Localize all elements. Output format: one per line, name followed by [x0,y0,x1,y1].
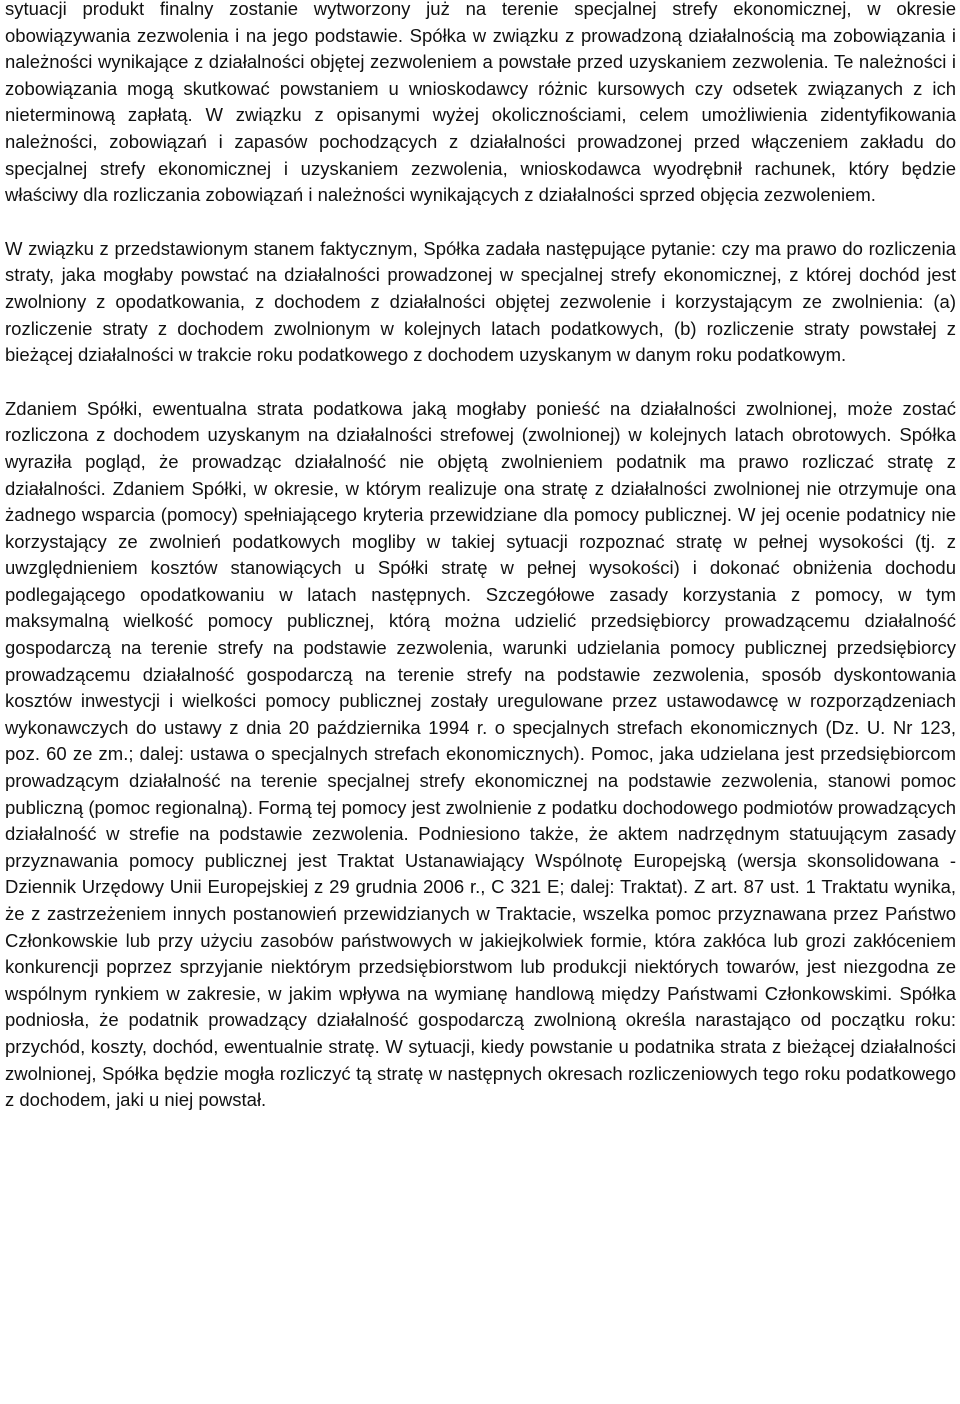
paragraph-3: Zdaniem Spółki, ewentualna strata podatkowa jaką mogłaby ponieść na działalności zwolnionej, może zostać rozliczona z dochodem uzyskanym na działalności strefowej (zwolnionej) w kolejnych latach obrotowych. Spółka wyraziła pogląd, że prowadząc działalność nie objętą zwolnieniem podatnik ma prawo rozliczać stratę z działalności. Zdaniem Spółki, w okresie, w którym realizuje ona stratę z działalności zwolnionej nie otrzymuje ona żadnego wsparcia (pomocy) spełniającego kryteria przewidziane dla pomocy publicznej. W jej ocenie podatnicy nie korzystający ze zwolnień podatkowych mogliby w takiej sytuacji rozpoznać stratę w pełnej wysokości (tj. z uwzględnieniem kosztów stanowiących u Spółki stratę w pełnej wysokości) i dokonać obniżenia dochodu podlegającego opodatkowaniu w latach następnych. Szczegółowe zasady korzystania z pomocy, w tym maksymalną wielkość pomocy publicznej, którą można udzielić przedsiębiorcy prowadzącemu działalność gospodarczą na terenie strefy na podstawie zezwolenia, warunki udzielania pomocy publicznej przedsiębiorcy prowadzącemu działalność gospodarczą na terenie strefy na podstawie zezwolenia, sposób dyskontowania kosztów inwestycji i wielkości pomocy publicznej zostały uregulowane przez ustawodawcę w rozporządzeniach wykonawczych do ustawy z dnia 20 października 1994 r. o specjalnych strefach ekonomicznych (Dz. U. Nr 123, poz. 60 ze zm.; dalej: ustawa o specjalnych strefach ekonomicznych). Pomoc, jaka udzielana jest przedsiębiorcom prowadzącym działalność na terenie specjalnej strefy ekonomicznej na podstawie zezwolenia, stanowi pomoc publiczną (pomoc regionalną). Formą tej pomocy jest zwolnienie z podatku dochodowego podmiotów prowadzących działalność w strefie na podstawie zezwolenia. Podniesiono także, że aktem nadrzędnym statuującym zasady przyznawania pomocy publicznej jest Traktat Ustanawiający Wspólnotę Europejską (wersja skonsolidowana - Dziennik Urzędowy Unii Europejskiej z 29 grudnia 2006 r., C 321 E; dalej: Traktat). Z art. 87 ust. 1 Traktatu wynika, że z zastrzeżeniem innych postanowień przewidzianych w Traktacie, wszelka pomoc przyznawana przez Państwo Członkowskie lub przy użyciu zasobów państwowych w jakiejkolwiek formie, która zakłóca lub grozi zakłóceniem konkurencji poprzez sprzyjanie niektórym przedsiębiorstwom lub produkcji niektórych towarów, jest niezgodna ze wspólnym rynkiem w zakresie, w jakim wpływa na wymianę handlową między Państwami Członkowskimi. Spółka podniosła, że podatnik prowadzący działalność gospodarczą zwolnioną określa narastająco od początku roku: przychód, koszty, dochód, ewentualnie stratę. W sytuacji, kiedy powstanie u podatnika strata z bieżącej działalności zwolnionej, Spółka będzie mogła rozliczyć tą stratę w następnych okresach rozliczeniowych tego roku podatkowego z dochodem, jaki u niej powstał. [5,397,956,1111]
paragraph-2: W związku z przedstawionym stanem faktycznym, Spółka zadała następujące pytanie: czy ma prawo do rozliczenia straty, jaka mogłaby powstać na działalności prowadzonej w specjalnej strefy ekonomicznej, z której dochód jest zwolniony z opodatkowania, z dochodem z działalności objętej zezwolenie i korzystającym ze zwolnienia: (a) rozliczenie straty z dochodem zwolnionym w kolejnych latach podatkowych, (b) rozliczenie straty powstałej z bieżącej działalności w trakcie roku podatkowego z dochodem uzyskanym w danym roku podatkowym. [5,237,956,366]
paragraph-1: sytuacji produkt finalny zostanie wytworzony już na terenie specjalnej strefy ekonomicznej, w okresie obowiązywania zezwolenia i na jego podstawie. Spółka w związku z prowadzoną działalnością ma zobowiązania i należności wynikające z działalności objętej zezwoleniem a powstałe przed uzyskaniem zezwolenia. Te należności i zobowiązania mogą skutkować powstaniem u wnioskodawcy różnic kursowych czy odsetek związanych z ich nieterminową zapłatą. W związku z opisanymi wyżej okolicznościami, celem umożliwienia zidentyfikowania należności, zobowiązań i zapasów pochodzących z działalności prowadzonej przed włączeniem zakładu do specjalnej strefy ekonomicznej i uzyskaniem zezwolenia, wnioskodawca wyodrębnił rachunek, który będzie właściwy dla rozliczania zobowiązań i należności wynikających z działalności sprzed objęcia zezwoleniem. [5,0,956,206]
